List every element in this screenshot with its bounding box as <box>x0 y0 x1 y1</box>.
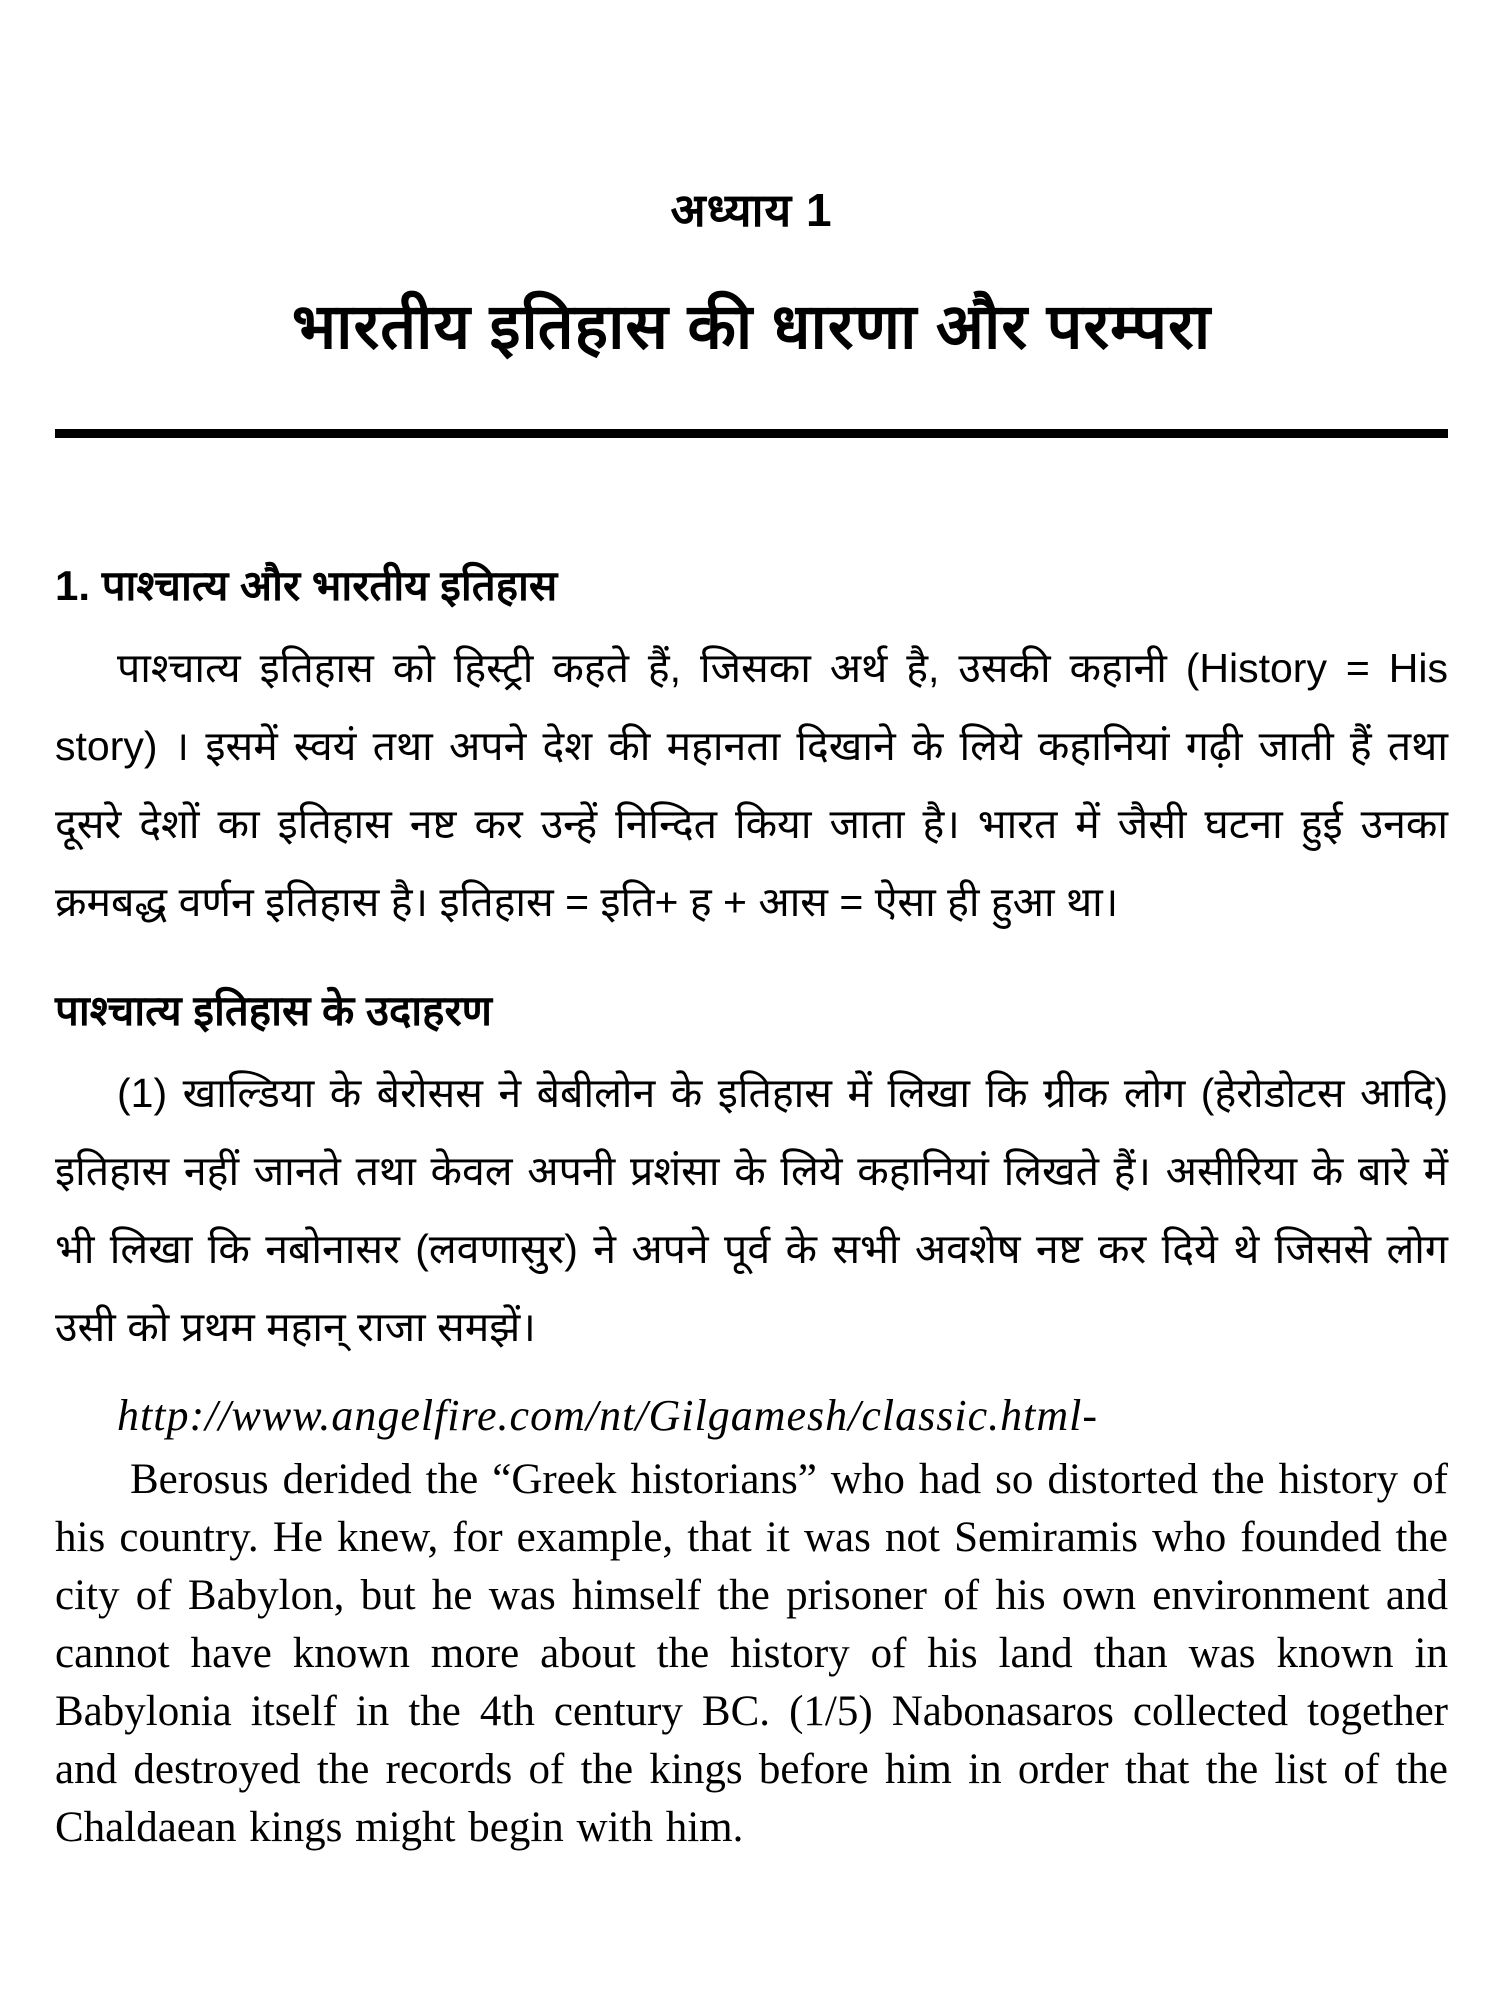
section-heading-examples: पाश्चात्य इतिहास के उदाहरण <box>55 987 492 1034</box>
source-url: http://www.angelfire.com/nt/Gilgamesh/classic.html- <box>117 1391 1099 1440</box>
chapter-label: अध्याय 1 <box>670 184 833 236</box>
paragraph-examples: (1) खाल्डिया के बेरोसस ने बेबीलोन के इतिहास में लिखा कि ग्रीक लोग (हेरोडोटस आदि) इतिहास नहीं जानते तथा केवल अपनी प्रशंसा के लिये कहानियां लिखते हैं। असीरिया के बारे में भी लिखा कि नबोनासर (लवणासुर) ने अपने पूर्व के सभी अवशेष नष्ट कर दिये थे जिससे लोग उसी को प्रथम महान् राजा समझें। <box>55 1070 1448 1350</box>
paragraph-western-vs-indian: पाश्चात्य इतिहास को हिस्ट्री कहते हैं, जिसका अर्थ है, उसकी कहानी (History = His story) । इसमें स्वयं तथा अपने देश की महानता दिखाने के लिये कहानियां गढ़ी जाती हैं तथा दूसरे देशों का इतिहास नष्ट कर उन्हें निन्दित किया जाता है। भारत में जैसी घटना हुई उनका क्रमबद्ध वर्णन इतिहास है। इतिहास = इति+ ह + आस = ऐसा ही हुआ था। <box>55 645 1448 925</box>
page-content <box>0 178 1500 1857</box>
page-title: भारतीय इतिहास की धारणा और परम्परा <box>291 292 1212 362</box>
paragraph-english-berosus: Berosus derided the “Greek historians” who had so distorted the history of his country. He knew, for example, that it was not Semiramis who founded the city of Babylon, but he was himself the prisoner of his own environment and cannot have known more about the history of his land than was known in Babylonia itself in the 4th century BC. (1/5) Nabonasaros collected together and destroyed the records of the kings before him in order that the list of the Chaldaean kings might begin with him. <box>55 1456 1448 1851</box>
title-divider-rule <box>55 429 1448 438</box>
section-heading-western-vs-indian: 1. पाश्चात्य और भारतीय इतिहास <box>55 562 558 609</box>
